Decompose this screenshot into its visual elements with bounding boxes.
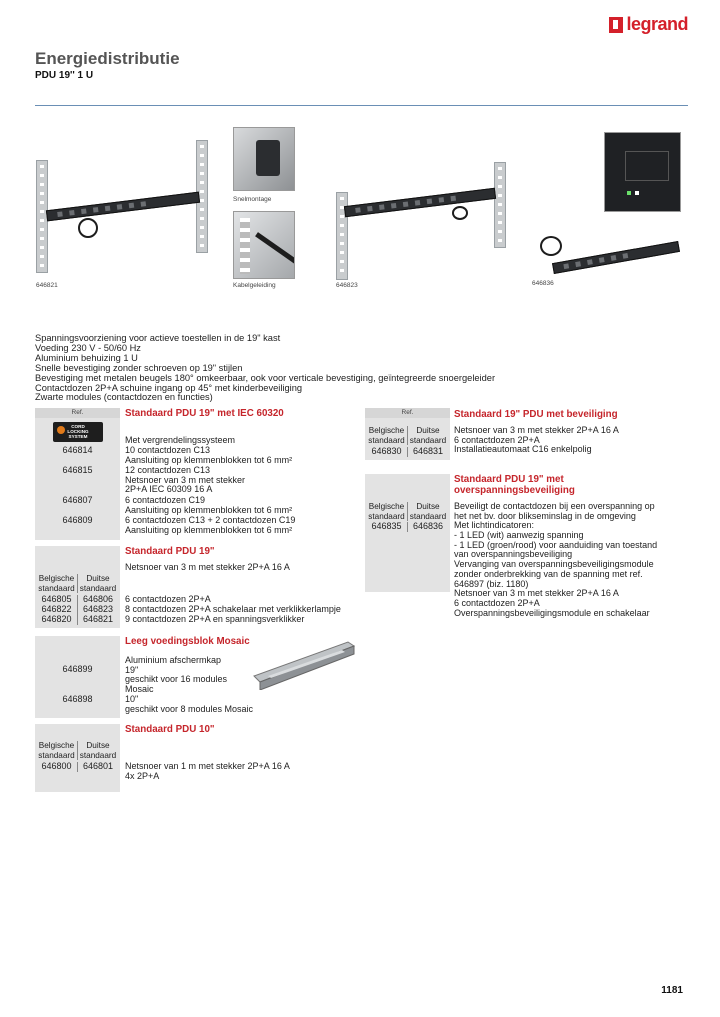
block-intro: Netsnoer van 3 m met stekker 2P+A 16 A — [125, 562, 290, 572]
column-headers — [36, 574, 118, 593]
page-subtitle: PDU 19'' 1 U — [35, 70, 94, 81]
block-standaard-pdu-19 — [35, 546, 355, 628]
legrand-logo-text: legrand — [626, 14, 688, 34]
desc-646815 — [125, 466, 245, 495]
intro-line: Contactdozen 2P+A schuine ingang op 45° met kinderbeveiliging — [35, 382, 303, 393]
header-belgian-line: standaard — [38, 583, 75, 593]
block-overspanningsbeveiliging — [365, 474, 690, 624]
rack-post-right — [494, 162, 506, 248]
header-german — [77, 574, 118, 593]
ref-646899: 646899 — [62, 664, 93, 674]
column-headers — [36, 741, 118, 760]
desc-line: Overspanningsbeveiligingsmodule en schakelaar — [454, 607, 650, 618]
block-title-line: overspanningsbeveiliging — [454, 484, 575, 496]
ref-pair-646800 — [36, 762, 118, 772]
badge-line: LOCKING — [67, 429, 89, 434]
desc-line: Mosaic — [125, 684, 154, 695]
ref-header: Ref. — [35, 408, 120, 418]
column-headers — [366, 502, 448, 521]
desc-646830 — [454, 426, 619, 455]
mosaic-block-image — [250, 636, 356, 690]
header-german-line: standaard — [409, 435, 447, 445]
header-belgian — [366, 426, 407, 445]
ref-column — [35, 636, 120, 718]
header-german-line: Duitse — [416, 426, 440, 435]
cord-locking-badge — [53, 422, 103, 442]
desc-line: 12 contactdozen C13 — [125, 465, 211, 475]
desc-line: - 1 LED (groen/rood) voor aanduiding van toestand — [454, 539, 658, 550]
ref-646815: 646815 — [62, 465, 93, 475]
block-title: Leeg voedingsblok Mosaic — [125, 636, 250, 647]
ref-be: 646822 — [41, 604, 72, 614]
desc-646899 — [125, 656, 227, 695]
photo-surge-module — [604, 132, 681, 212]
ref-be: 646830 — [371, 446, 402, 456]
header-german-line: standaard — [79, 750, 117, 760]
header-belgian-line: Belgische — [368, 426, 405, 435]
desc-line: 6 contactdozen 2P+A — [454, 597, 540, 608]
desc-line: 2P+A IEC 60309 16 A — [125, 484, 213, 495]
desc-646807 — [125, 496, 292, 515]
power-cable — [540, 236, 562, 256]
desc-646835 — [454, 502, 657, 618]
desc-line: Vervanging van overspanningsbeveiligingsmodule — [454, 559, 654, 570]
ref-de: 646821 — [77, 615, 118, 625]
ref-de: 646823 — [77, 605, 118, 615]
ref-be: 646800 — [41, 761, 72, 771]
page-title: Energiedistributie — [35, 49, 180, 68]
legrand-logo-mark — [609, 17, 623, 33]
ref-be: 646805 — [41, 594, 72, 604]
header-belgian — [36, 741, 77, 760]
pdu-unit — [552, 241, 680, 274]
caption-646836: 646836 — [532, 280, 554, 287]
block-title-line: Standaard PDU 19" met — [454, 474, 564, 485]
desc-646805: 6 contactdozen 2P+A — [125, 594, 211, 604]
header-german-line: standaard — [79, 583, 117, 593]
header-belgian-line: standaard — [38, 750, 75, 760]
pdu-unit — [344, 188, 496, 217]
desc-line: Netsnoer van 3 m met stekker 2P+A 16 A — [454, 588, 619, 599]
desc-line: Netsnoer van 1 m met stekker 2P+A 16 A — [125, 761, 290, 771]
ref-de: 646836 — [407, 522, 448, 532]
ref-be: 646820 — [41, 614, 72, 624]
ref-646898: 646898 — [62, 694, 93, 704]
power-cable — [452, 206, 468, 220]
block-standaard-pdu-10 — [35, 724, 355, 792]
photo-snelmontage — [233, 127, 295, 191]
header-belgian-line: Belgische — [38, 741, 75, 750]
desc-line: Aansluiting op klemmenblokken tot 6 mm² — [125, 504, 293, 515]
intro-line: Spanningsvoorziening voor actieve toestellen in de 19" kast — [35, 333, 281, 343]
header-belgian-line: Belgische — [38, 574, 75, 583]
desc-line: - 1 LED (wit) aanwezig spanning — [454, 530, 584, 541]
block-pdu-beveiliging — [365, 408, 690, 460]
desc-646822: 8 contactdozen 2P+A schakelaar met verklikkerlampje — [125, 604, 341, 614]
ref-pair-646830 — [366, 447, 448, 457]
desc-line: Met lichtindicatoren: — [454, 520, 535, 531]
header-german — [77, 741, 118, 760]
badge-line: CORD — [71, 424, 85, 429]
desc-line: Netsnoer van 3 m met stekker — [125, 474, 246, 485]
desc-line: Installatieautomaat C16 enkelpolig — [454, 444, 592, 455]
header-belgian-line: Belgische — [368, 502, 405, 511]
desc-line: zonder onderbrekking van de spanning met ref. — [454, 568, 643, 579]
power-cable — [78, 218, 98, 238]
desc-line: geschikt voor 16 modules — [125, 674, 228, 685]
desc-line: 646897 (biz. 1180) — [454, 578, 529, 589]
caption-snelmontage: Snelmontage — [233, 196, 272, 203]
ref-column — [365, 474, 450, 592]
header-belgian — [366, 502, 407, 521]
block-title: Standaard PDU 19" — [125, 546, 215, 557]
page-number: 1181 — [661, 985, 683, 996]
ref-646814: 646814 — [62, 445, 93, 455]
ref-646807: 646807 — [62, 495, 93, 505]
ref-de: 646831 — [407, 447, 448, 457]
desc-line: Netsnoer van 3 m met stekker 2P+A 16 A — [454, 425, 619, 435]
desc-line: 6 contactdozen C19 — [125, 495, 206, 505]
intro-specs — [35, 334, 495, 403]
desc-line: Aluminium afschermkap — [125, 655, 222, 665]
block-title: Standaard PDU 10" — [125, 724, 215, 735]
header-german — [407, 426, 448, 445]
badge-line: SYSTEM — [68, 434, 88, 439]
pdu-unit — [46, 192, 200, 222]
ref-pair-646835 — [366, 522, 448, 532]
header-german-line: standaard — [409, 511, 447, 521]
ref-de: 646806 — [77, 595, 118, 605]
header-german-line: Duitse — [416, 502, 440, 511]
desc-line: van overspanningsbeveiliging — [454, 549, 573, 560]
ref-646809: 646809 — [62, 515, 93, 525]
block-title: Standaard 19" PDU met beveiliging — [454, 409, 618, 420]
ref-pair-646820 — [36, 615, 118, 625]
desc-line: Aansluiting op klemmenblokken tot 6 mm² — [125, 454, 293, 465]
desc-646814 — [125, 446, 292, 465]
desc-line: 19" — [125, 664, 139, 675]
desc-line: 4x 2P+A — [125, 770, 160, 781]
ref-be: 646835 — [371, 521, 402, 531]
intro-line: Bevestiging met metalen beugels 180° omkeerbaar, ook voor verticale bevestiging, geïntegreerde snoergeleider — [35, 372, 496, 383]
ref-de: 646801 — [77, 762, 118, 772]
block-title: Standaard PDU 19" met IEC 60320 — [125, 408, 284, 419]
intro-line: Aluminium behuizing 1 U — [35, 352, 138, 363]
caption-646823: 646823 — [336, 282, 358, 289]
header-belgian-line: standaard — [368, 435, 405, 445]
header-german — [407, 502, 448, 521]
caption-kabelgeleiding: Kabelgeleiding — [233, 282, 276, 289]
desc-646809 — [125, 516, 295, 535]
intro-line: Zwarte modules (contactdozen en functies) — [35, 392, 213, 403]
block-intro: Met vergrendelingssysteem — [125, 435, 236, 445]
desc-line: 10" — [125, 694, 139, 704]
desc-line: Aansluiting op klemmenblokken tot 6 mm² — [125, 524, 293, 535]
desc-line: 10 contactdozen C13 — [125, 445, 211, 455]
desc-646800 — [125, 762, 290, 781]
caption-646821: 646821 — [36, 282, 58, 289]
block-mosaic — [35, 636, 355, 718]
intro-line: Snelle bevestiging zonder schroeven op 19" stijlen — [35, 362, 243, 373]
desc-line: 6 contactdozen C13 + 2 contactdozen C19 — [125, 515, 296, 525]
block-title — [454, 475, 575, 496]
intro-line: Voeding 230 V - 50/60 Hz — [35, 342, 141, 353]
desc-line: geschikt voor 8 modules Mosaic — [125, 703, 254, 714]
desc-line: het net bv. door blikseminslag in de omgeving — [454, 510, 636, 521]
desc-line: Beveiligt de contactdozen bij een overspanning op — [454, 501, 655, 511]
header-german-line: Duitse — [86, 574, 110, 583]
header-belgian-line: standaard — [368, 511, 405, 521]
desc-646898 — [125, 695, 253, 714]
block-iec-60320 — [35, 408, 355, 540]
column-headers — [366, 426, 448, 445]
photo-kabelgeleiding — [233, 211, 295, 279]
header-german-line: Duitse — [86, 741, 110, 750]
header-belgian — [36, 574, 77, 593]
desc-line: 6 contactdozen 2P+A — [454, 434, 540, 445]
legrand-logo — [609, 14, 688, 35]
header-divider — [35, 105, 688, 106]
ref-header: Ref. — [365, 408, 450, 418]
desc-646820: 9 contactdozen 2P+A en spanningsverklikker — [125, 614, 305, 624]
